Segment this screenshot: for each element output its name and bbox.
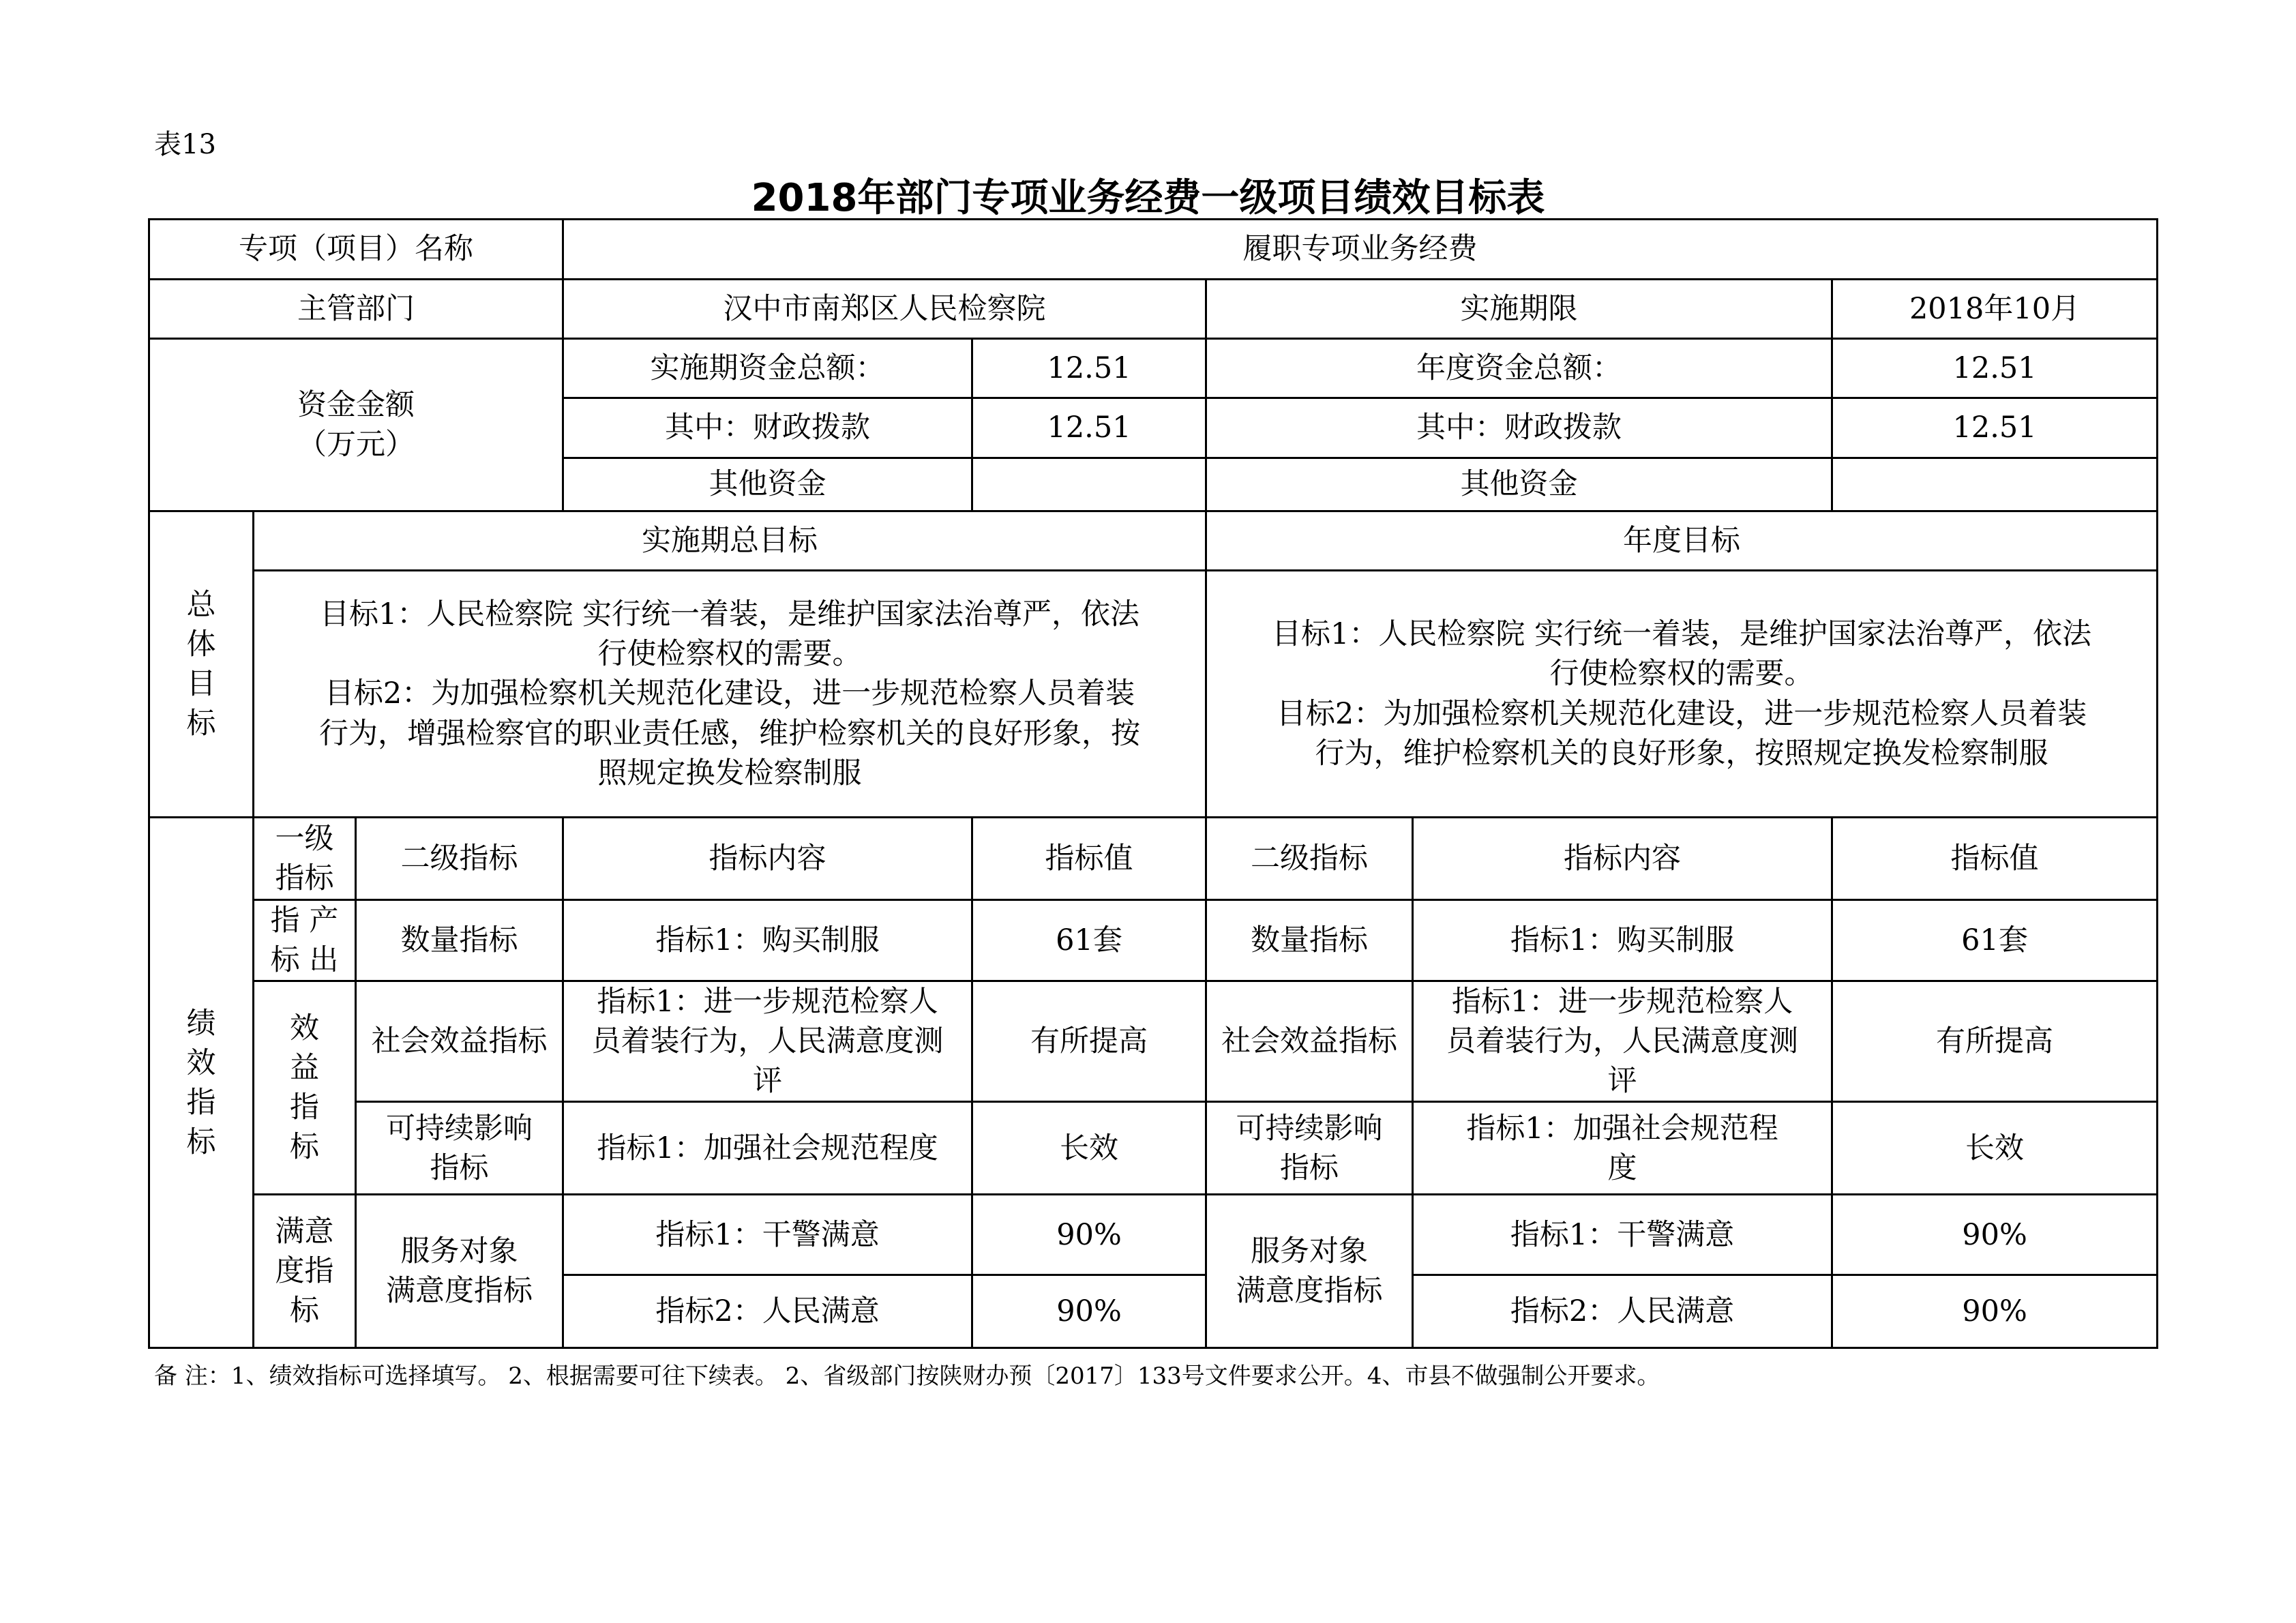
total-funds-label: 实施期资金总额： <box>563 339 972 398</box>
annual-funds-value: 12.51 <box>1832 339 2158 398</box>
total-funds-value: 12.51 <box>972 339 1206 398</box>
satisfaction-value-2-annual: 90% <box>1832 1275 2158 1348</box>
other-funds-value-annual <box>1832 458 2158 511</box>
social-level2: 社会效益指标 <box>356 981 563 1102</box>
project-name-label: 专项（项目）名称 <box>149 220 563 280</box>
benefit-indicator-label: 效 益 指 标 <box>254 981 356 1195</box>
sustain-value: 长效 <box>972 1102 1206 1195</box>
satisfaction-value-2: 90% <box>972 1275 1206 1348</box>
fiscal-funds-value-annual: 12.51 <box>1832 398 2158 458</box>
output-value-annual: 61套 <box>1832 900 2158 981</box>
satisfaction-level2-annual: 服务对象 满意度指标 <box>1206 1195 1413 1348</box>
satisfaction-content-2: 指标2：人民满意 <box>563 1275 972 1348</box>
annual-goal-text: 目标1：人民检察院 实行统一着装，是维护国家法治尊严，依法 行使检察权的需要。 目标2：为加强检察机关规范化建设，进一步规范检察人员着装 行为，维护检察机关的良好形象，按照规定换发检察制服 <box>1206 571 2158 818</box>
period-label: 实施期限 <box>1206 280 1832 339</box>
overall-goal-label: 总 体 目 标 <box>149 511 254 818</box>
footnote: 备 注：1、绩效指标可选择填写。 2、根据需要可往下续表。 2、省级部门按陕财办预〔2017〕133号文件要求公开。4、市县不做强制公开要求。 <box>154 1363 1660 1390</box>
table-number: 表13 <box>154 129 216 160</box>
sustain-level2: 可持续影响 指标 <box>356 1102 563 1195</box>
social-content-annual: 指标1：进一步规范检察人 员着装行为，人民满意度测 评 <box>1413 981 1832 1102</box>
satisfaction-indicator-label: 满意 度指 标 <box>254 1195 356 1348</box>
output-content: 指标1：购买制服 <box>563 900 972 981</box>
annual-goal-header: 年度目标 <box>1206 511 2158 571</box>
sustain-content-annual: 指标1：加强社会规范程 度 <box>1413 1102 1832 1195</box>
funds-label <box>149 339 563 511</box>
fiscal-funds-label: 其中：财政拨款 <box>563 398 972 458</box>
satisfaction-value-1: 90% <box>972 1195 1206 1275</box>
other-funds-label-annual: 其他资金 <box>1206 458 1832 511</box>
value-header-annual: 指标值 <box>1832 818 2158 900</box>
sustain-level2-annual: 可持续影响 指标 <box>1206 1102 1413 1195</box>
satisfaction-level2: 服务对象 满意度指标 <box>356 1195 563 1348</box>
level2-header-annual: 二级指标 <box>1206 818 1413 900</box>
sustain-content: 指标1：加强社会规范程度 <box>563 1102 972 1195</box>
annual-funds-label: 年度资金总额： <box>1206 339 1832 398</box>
satisfaction-content-1-annual: 指标1：干警满意 <box>1413 1195 1832 1275</box>
dept-value: 汉中市南郑区人民检察院 <box>563 280 1206 339</box>
performance-target-table <box>148 218 2158 1349</box>
funds-label-line2: （万元） <box>297 428 415 462</box>
other-funds-value <box>972 458 1206 511</box>
impl-goal-header: 实施期总目标 <box>254 511 1206 571</box>
performance-indicator-label: 绩 效 指 标 <box>149 818 254 1348</box>
page-title: 2018年部门专项业务经费一级项目绩效目标表 <box>751 176 1545 220</box>
dept-label: 主管部门 <box>149 280 563 339</box>
satisfaction-content-1: 指标1：干警满意 <box>563 1195 972 1275</box>
output-level2: 数量指标 <box>356 900 563 981</box>
output-value: 61套 <box>972 900 1206 981</box>
value-header: 指标值 <box>972 818 1206 900</box>
level2-header: 二级指标 <box>356 818 563 900</box>
output-level2-annual: 数量指标 <box>1206 900 1413 981</box>
satisfaction-value-1-annual: 90% <box>1832 1195 2158 1275</box>
output-indicator-label: 指 产 标 出 <box>254 900 356 981</box>
level1-header: 一级 指标 <box>254 818 356 900</box>
sustain-value-annual: 长效 <box>1832 1102 2158 1195</box>
content-header: 指标内容 <box>563 818 972 900</box>
other-funds-label: 其他资金 <box>563 458 972 511</box>
fiscal-funds-value: 12.51 <box>972 398 1206 458</box>
fiscal-funds-label-annual: 其中：财政拨款 <box>1206 398 1832 458</box>
impl-goal-text: 目标1：人民检察院 实行统一着装，是维护国家法治尊严，依法 行使检察权的需要。 目标2：为加强检察机关规范化建设，进一步规范检察人员着装 行为，增强检察官的职业责任感，维护检察机关的良好形象，按 照规定换发检察制服 <box>254 571 1206 818</box>
social-value-annual: 有所提高 <box>1832 981 2158 1102</box>
social-content: 指标1：进一步规范检察人 员着装行为，人民满意度测 评 <box>563 981 972 1102</box>
project-name-value: 履职专项业务经费 <box>563 220 2158 280</box>
content-header-annual: 指标内容 <box>1413 818 1832 900</box>
satisfaction-content-2-annual: 指标2：人民满意 <box>1413 1275 1832 1348</box>
period-value: 2018年10月 <box>1832 280 2158 339</box>
funds-label-line1: 资金金额 <box>297 387 415 422</box>
social-level2-annual: 社会效益指标 <box>1206 981 1413 1102</box>
output-content-annual: 指标1：购买制服 <box>1413 900 1832 981</box>
social-value: 有所提高 <box>972 981 1206 1102</box>
